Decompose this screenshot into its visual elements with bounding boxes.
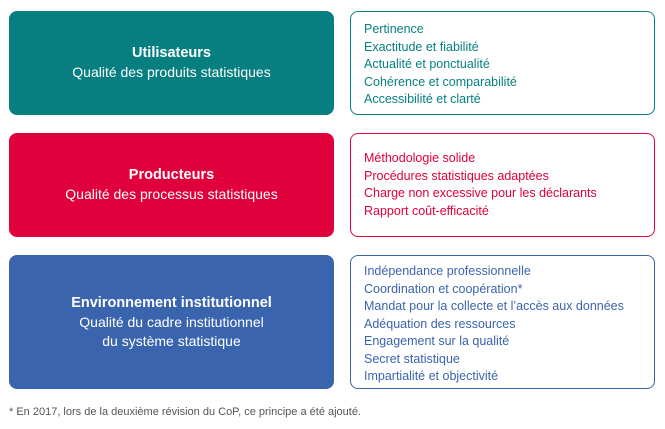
list-item: Accessibilité et clarté [364, 92, 481, 106]
list-item: Pertinence [364, 22, 424, 36]
users-description: Qualité des produits statistiques [72, 64, 271, 80]
institutional-block [9, 255, 334, 389]
list-item: Coordination et coopération* [364, 281, 523, 296]
producers-block [9, 133, 334, 237]
institutional-criteria-box [350, 255, 655, 389]
producers-description: Qualité des processus statistiques [65, 186, 278, 202]
users-title: Utilisateurs [132, 45, 211, 61]
list-item: Charge non excessive pour les déclarants [364, 186, 597, 200]
list-item: Exactitude et fiabilité [364, 39, 479, 54]
institutional-criteria-list [364, 263, 654, 386]
footnote: * En 2017, lors de la deuxième révision du CoP, ce principe a été ajouté. [9, 406, 362, 418]
list-item: Procédures statistiques adaptées [364, 168, 549, 183]
list-item: Méthodologie solide [364, 151, 476, 165]
list-item: Secret statistique [364, 351, 460, 366]
producers-title: Producteurs [128, 167, 215, 183]
users-criteria-list [364, 21, 654, 109]
institutional-title: Environnement institutionnel [71, 294, 272, 311]
list-item: Mandat pour la collecte et l’accès aux données [364, 299, 624, 313]
list-item: Cohérence et comparabilité [364, 74, 517, 89]
list-item: Indépendance professionnelle [364, 264, 531, 278]
users-block [9, 11, 334, 115]
institutional-description-line-1: Qualité du cadre institutionnel [79, 313, 264, 330]
list-item: Engagement sur la qualité [364, 334, 510, 348]
producers-criteria-list [364, 150, 654, 220]
list-item: Impartialité et objectivité [364, 369, 499, 383]
producers-criteria-box [350, 133, 655, 237]
institutional-description-line-2: du système statistique [102, 332, 241, 349]
list-item: Adéquation des ressources [364, 316, 516, 331]
users-criteria-box [350, 11, 655, 115]
list-item: Rapport coût-efficacité [364, 203, 489, 218]
list-item: Actualité et ponctualité [364, 57, 490, 71]
